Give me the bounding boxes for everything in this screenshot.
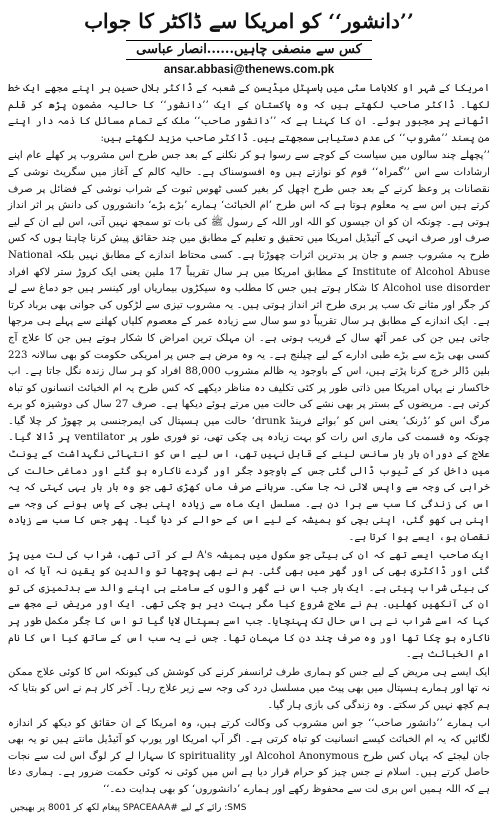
paragraph: ایک صاحب ایسے تھے کہ ان کی بیٹی جو سکول میں ہمیشہ A's لے کر آتی تھی، شراب کی لت میں پڑ گئی اور ڈاکٹری بھی کی اور گھر میں بھی گئی۔ ہم نے بھی پوچھا تو والدین کو یقین نہ آیا کہ ان کی بیٹی شراب پیتی ہے۔ ایک بار جب اس نے گھر والوں کے سامنے ہی اپنے والد سے بدتمیزی کی تو ان کی آنکھیں کھلیں۔ ہم نے علاج شروع کیا مگر بہت دیر ہو چکی تھی۔ ایک اور مریض نے مجھ سے کہا کہ اسے شراب نے ہی اس حال تک پہنچایا۔ جب اسے ہسپتال لایا گیا تو اس کا جگر مکمل طور پر ناکارہ ہو چکا تھا اور وہ صرف چند دن کا مہمان تھا۔ جس نے یہ سب اس کے ساتھ کیا اس کا نام ام الخبائث ہے۔ <box>8 549 490 661</box>
author-email: ansar.abbasi@thenews.com.pk <box>163 64 335 76</box>
paragraph: ’’پچھلے چند سالوں میں سیاست کے کوچے سے رسوا ہو کر نکلنے کے بعد جس طرح اس مشروب پر کھلے عام اپنے ارشادات سے اس ’’گمراہ‘‘ قوم کو نوازتے ہیں وہ افسوسناک ہے۔ حالیہ کالم کے آغاز میں سگریٹ نوشی کے نقصانات پر وعظ کرنے کے بعد جس طرح اچھل کر بغیر کسی ٹھوس ثبوت کے شراب نوشی کے فضائل پر صرف کرتے ہیں اس سے یہ معلوم ہوتا ہے کہ اس طرح ’ام الخبائث‘ ہمارے ’بڑے بڑے‘ دانشوروں کی دانش پر اثر انداز ہوتی ہے۔ چونکہ ان کو ان جیسوں کو اللہ اور اللہ کے رسول ﷺ کی بات تو سمجھ نہیں آتی، اس لیے ان کے لیے صرف اور صرف انہی کے آئیڈیل امریکا میں تحقیق و تعلیم کے مطابق میں چند حقائق پیش کرنا چاہتا ہوں کہ کس طرح یہ مشروب جسم و جان پر بدترین اثرات چھوڑتا ہے۔ کسی محتاط اندازے کے مطابق نہیں بلکہ National Institute of Alcohol Abuse کے مطابق امریکا میں ہر سال تقریباً 17 ملین یعنی ایک کروڑ ستر لاکھ افراد Alcohol use disorder کا شکار ہوتے ہیں جس کا مطلب وہ سیکڑوں بیماریاں اور کینسر ہیں جو دماغ سے لے کر جگر اور مثانے تک سب پر بری طرح اثر انداز ہوتی ہیں۔ یہ مشروب تیزی سے لڑکوں کی جوانی بھی برباد کرتا ہے۔ ایک اندازے کے مطابق ہر سال تقریباً دو سو سال سے زیادہ عمر کے معصوم کلیاں کھلنے سے پہلے ہی مرجھا جاتی ہیں جن کی عمر آٹھ سال کے قریب ہوتی ہے۔ ان مہلک ترین امراض کا شکار ہوتے ہیں جن کا علاج آج کسی بھی بڑے سے بڑے طبی ادارے کے لیے چیلنج ہے۔ یہ وہ مرض ہے جس پر امریکی حکومت کو بھی سالانہ 223 بلین ڈالر خرچ کرنا پڑتے ہیں، اس کے باوجود یہ ظالم مشروب 88,000 افراد کو ہر سال زندہ نگل جاتا ہے۔ اب خاکسار نے یہاں امریکا میں ذاتی طور پر کئی تکلیف دہ مناظر دیکھے کہ کس طرح یہ ام الخبائث انسانوں کو تباہ کرتی ہے۔ مریضوں کے بستر پر بھی نشے کی حالت میں مرتے ہوئے دیکھا ہے۔ صرف 27 سال کی دوشیزہ کو برے مرگ اس کو ’ڈرنک‘ یعنی اس کو ’بوائے فرینڈ drunk‘ حالت میں ہسپتال کی ایمرجنسی پر چھوڑ کر چلا گیا۔ چونکہ وہ قسمت کی ماری اس رات کو بہت زیادہ پی چکی تھی، تو فوری طور پر ventilator پر ڈالا گیا۔ علاج کے دوران بار بار سانس لینے کے قابل نہیں تھی، اس لیے اس کو انتہائی نگہداشت کے یونٹ میں داخل کر کے ٹیوب ڈالی گئی جس کے باوجود جگر اور گردے ناکارہ ہو گئے اور دماغی حالت کی خرابی کی وجہ سے واپس لائی نہ جا سکی۔ سرہانے صرف ماں کھڑی تھی جو وہ بار بار یہی کہتی کہ یہ اس کی زندگی کا سب سے برا دن ہے۔ مسلسل ایک ماہ سے زیادہ اپنی بچی کے پاس ہونے کی وجہ سے اپنی ہی کھو گئی، اپنی بچی کو ہمیشہ کے لیے اس کے حوالے کر دیا گیا۔ پھر جس کا سب سے زیادہ نقصان ہو، ایسے ہوا کرتا ہے۔ <box>8 150 490 544</box>
paragraph: امریکا کے شہر او کلاہاما سٹی میں ہاسپٹل میڈیسن کے شعبہ کے ڈاکٹر بلال حسین ہر اپنے مجھے ایک خط لکھا۔ ڈاکٹر صاحب لکھتے ہیں کہ وہ پاکستان کے ایک ’’دانشور‘‘ کا حالیہ مضمون پڑھ کر قلم اٹھانے پر مجبور ہوئے۔ ان کا کہنا ہے کہ ’’دانشور صاحب‘‘ ملک کے تمام مسائل کا ذمہ دار اپنے من پسند ’’مشروب‘‘ کی عدم دستیابی سمجھتے ہیں۔ ڈاکٹر صاحب مزید لکھتے ہیں: <box>8 83 490 144</box>
article-body <box>8 81 490 799</box>
paragraph: اب ہمارے ’’دانشور صاحب‘‘ جو اس مشروب کی وکالت کرتے ہیں، وہ امریکا کے ان حقائق کو دیکھ کر اندازہ لگائیں کہ یہ ام الخبائث کیسے انسانیت کو تباہ کرتی ہے۔ اگر آپ امریکا اور یورپ کو آئیڈیل مانتے ہیں تو یہ بھی جان لیجئے کہ یہاں کس طرح Alcohol Anonymous اور spirituality کا سہارا لے کر لوگ اس لت سے نجات حاصل کرتے ہیں۔ اسلام نے جس چیز کو حرام قرار دیا ہے اس میں کوئی نہ کوئی حکمت ضرور ہے۔ ہماری دعا ہے کہ اللہ ہمیں اس بری لت سے محفوظ رکھے اور ہمارے ’دانشوروں‘ کو بھی ہدایت دے۔‘‘ <box>8 717 490 795</box>
article-headline: ’’دانشور‘‘ کو امریکا سے ڈاکٹر کا جواب <box>84 9 414 33</box>
paragraph: ایک ایسے ہی مریض کے لیے جس کو ہماری طرف ٹرانسفر کرنے کی کوشش کی کیونکہ اس کا کوئی علاج ممکن نہ تھا اور ہمارے ہسپتال میں بھی پیٹ میں مسلسل درد کی وجہ سے زیر علاج رہا۔ آخر کار ہم نے اس کو بتایا کہ ہم کچھ نہیں کر سکتے۔ وہ زندگی کی بازی ہار گیا۔ <box>8 666 490 711</box>
article-byline: کس سے منصفی چاہیں......انصار عباسی <box>126 40 372 60</box>
byline-container <box>8 38 490 60</box>
sms-footer: SMS: رائے کے لیے #SPACEAAA پیغام لکھ کر 8001 پر بھیجیں <box>10 803 247 813</box>
